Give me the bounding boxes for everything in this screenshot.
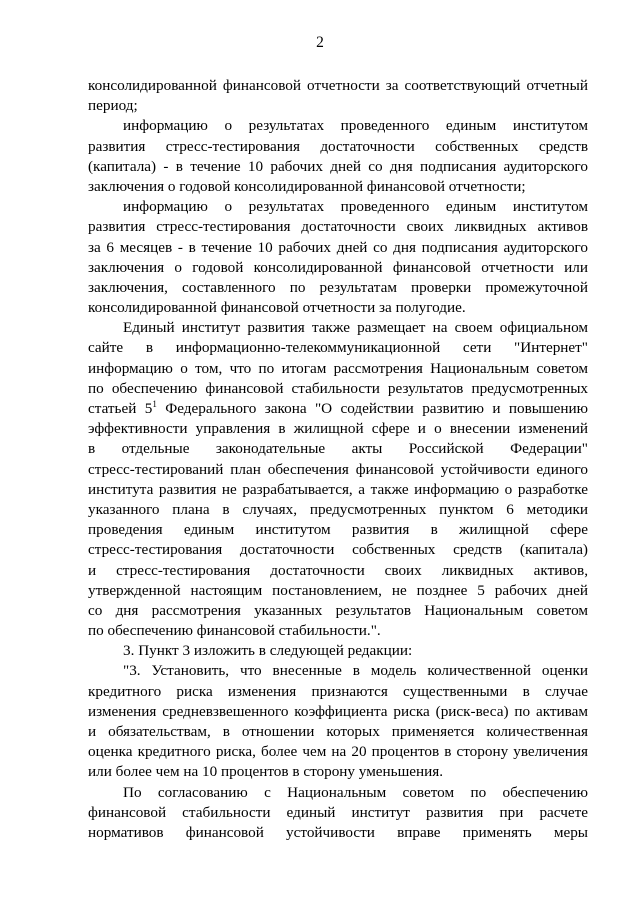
text-line xyxy=(88,379,588,399)
text-line-content: сайте в информационно-телекоммуникационной сети "Интернет" xyxy=(88,339,588,357)
text-line-content: Единый институт развития также размещает на своем официальном xyxy=(123,319,588,337)
text-line xyxy=(88,581,588,601)
page-number: 2 xyxy=(316,34,324,51)
text-line-content: кредитного риска изменения признаются существенными в случае xyxy=(88,682,588,700)
text-line-content: информацию о результатах проведенного единым институтом xyxy=(123,198,588,216)
text-line xyxy=(88,540,588,560)
text-line-content: развития стресс-тестирования достаточности собственных средств xyxy=(88,137,588,155)
text-line-content: за 6 месяцев - в течение 10 рабочих дней со дня подписания аудиторского xyxy=(88,238,588,256)
text-line-content: 3. Пункт 3 изложить в следующей редакции: xyxy=(123,642,413,660)
text-line xyxy=(88,500,588,520)
text-line xyxy=(88,419,588,439)
text-line xyxy=(88,439,588,459)
text-line xyxy=(88,258,588,278)
text-line xyxy=(88,682,588,702)
text-line-content: указанного плана в случаях, предусмотренных пунктом 6 методики xyxy=(88,500,588,518)
text-line-content: в отдельные законодательные акты Российской Федерации" xyxy=(88,440,588,458)
text-line-content: информацию о результатах проведенного единым институтом xyxy=(123,117,588,135)
article-superscript: 1 xyxy=(152,399,157,409)
text-line-content: и обязательствам, в отношении которых применяется количественная xyxy=(88,723,588,740)
text-line xyxy=(88,641,588,661)
text-line-content: (капитала) - в течение 10 рабочих дней со дня подписания аудиторского xyxy=(88,157,588,175)
text-line-content: по обеспечению финансовой стабильности результатов предусмотренных xyxy=(88,379,588,397)
text-line-content: развития стресс-тестирования достаточности своих ликвидных активов xyxy=(88,218,588,236)
text-line xyxy=(88,137,588,157)
text-line-content: утвержденной настоящим постановлением, не позднее 5 рабочих дней xyxy=(88,581,588,599)
text-line xyxy=(88,742,588,762)
text-line xyxy=(88,762,588,782)
text-line-content: статьей 5 xyxy=(88,400,153,417)
text-line xyxy=(88,116,588,136)
text-line-content: консолидированной финансовой отчетности за полугодие. xyxy=(88,299,466,317)
text-line xyxy=(88,238,588,258)
text-line xyxy=(88,803,588,823)
text-line-content: заключения, составленного по результатам проверки промежуточной xyxy=(88,278,588,296)
text-line xyxy=(88,661,588,681)
text-line xyxy=(88,621,588,641)
text-line-content: заключения о годовой консолидированной финансовой отчетности или xyxy=(88,258,588,276)
text-line xyxy=(88,318,588,338)
text-line-content: финансовой стабильности единый институт развития при расчете xyxy=(88,803,588,821)
text-line xyxy=(88,823,588,843)
text-line xyxy=(88,359,588,379)
text-line xyxy=(88,561,588,581)
text-line xyxy=(88,298,588,318)
text-line xyxy=(88,783,588,803)
text-line-content: проведения единым институтом развития в жилищной сфере xyxy=(88,521,588,539)
text-line xyxy=(88,460,588,480)
text-line-content: со дня рассмотрения указанных результатов Национальным советом xyxy=(88,601,588,619)
text-line xyxy=(88,278,588,298)
text-line xyxy=(88,76,588,96)
text-line xyxy=(88,157,588,177)
text-line xyxy=(88,177,588,197)
text-line-content: и стресс-тестирования достаточности своих ликвидных активов, xyxy=(88,561,588,579)
text-line-content: заключения о годовой консолидированной финансовой отчетности; xyxy=(88,177,526,195)
text-line-content: эффективности управления в жилищной сфере и о внесении изменений xyxy=(88,420,588,438)
text-line-content: нормативов финансовой устойчивости вправе применять меры xyxy=(88,823,588,841)
text-line-content: или более чем на 10 процентов в сторону уменьшения. xyxy=(88,763,444,781)
text-line xyxy=(88,702,588,722)
text-line-continuation: Федерального закона "О содействии развитию и повышению xyxy=(156,400,588,417)
text-line-content: По согласованию с Национальным советом по обеспечению xyxy=(123,783,588,801)
text-line xyxy=(88,480,588,500)
text-line-content: стресс-тестирования достаточности собственных средств (капитала) xyxy=(88,541,588,559)
text-line xyxy=(88,197,588,217)
text-line-content: период; xyxy=(88,97,138,115)
text-line xyxy=(88,520,588,540)
text-line xyxy=(88,96,588,116)
document-body xyxy=(88,76,588,843)
text-line-content: изменения средневзвешенного коэффициента риска (риск-веса) по активам xyxy=(88,702,588,720)
text-line xyxy=(88,601,588,621)
text-line xyxy=(88,338,588,358)
text-line-content: по обеспечению финансовой стабильности.". xyxy=(88,622,381,640)
text-line-content: "3. Установить, что внесенные в модель количественной оценки xyxy=(123,662,588,680)
text-line xyxy=(88,399,588,419)
text-line-content: оценка кредитного риска, более чем на 20 процентов в сторону увеличения xyxy=(88,743,588,761)
text-line-content: информацию о том, что по итогам рассмотрения Национальным советом xyxy=(88,359,588,377)
text-line-content: консолидированной финансовой отчетности за соответствующий отчетный xyxy=(88,77,588,94)
text-line xyxy=(88,217,588,237)
text-line-content: института развития не разрабатывается, а также информацию о разработке xyxy=(88,480,588,498)
text-line xyxy=(88,722,588,742)
text-line-content: стресс-тестирований план обеспечения финансовой устойчивости единого xyxy=(88,460,588,478)
